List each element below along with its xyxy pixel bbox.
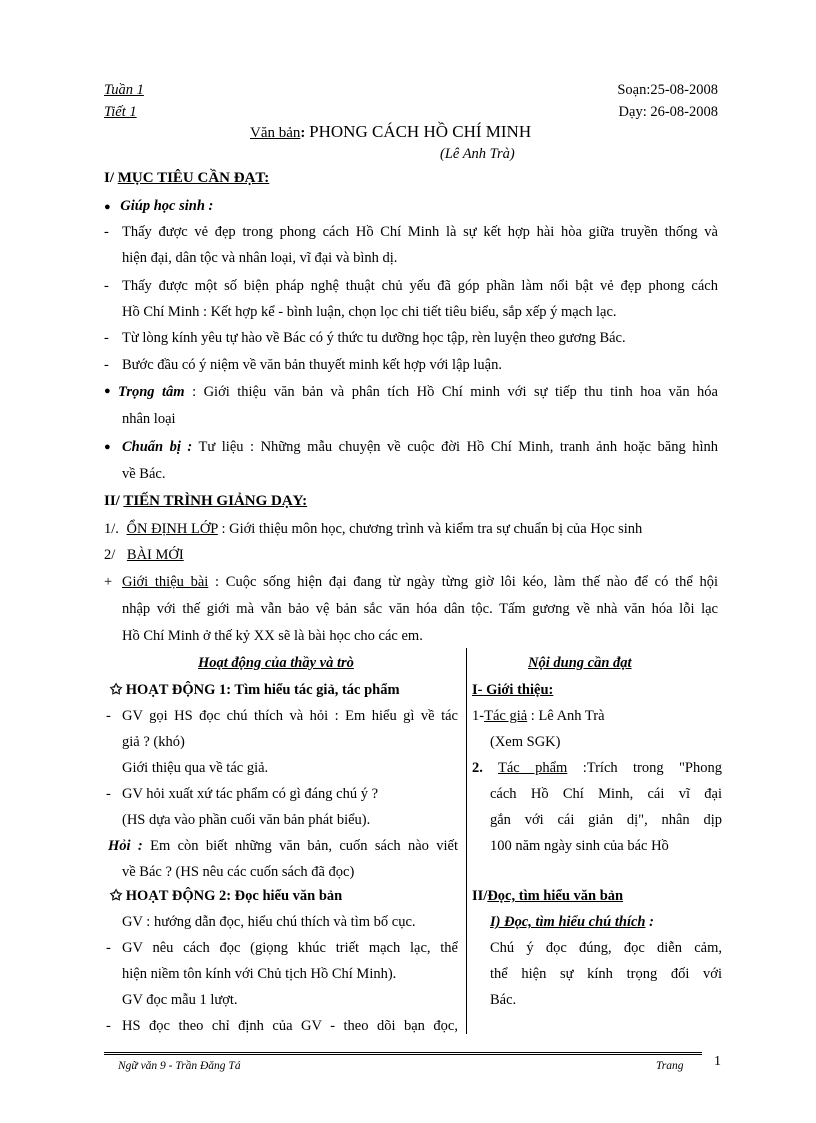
- bullet-icon: ●: [104, 441, 111, 453]
- intro-line-2: nhập với thế giới mà vẫn bảo vệ bản sắc văn hóa dân tộc. Tấm gương về nhà văn hóa lỗi lạc: [122, 601, 718, 617]
- dash-icon: -: [104, 330, 109, 346]
- dash-icon: -: [104, 224, 109, 240]
- sub1-line-1: [490, 940, 722, 957]
- item1-row: [104, 521, 642, 538]
- act2-line-2-text: GV nêu cách đọc (giọng khúc triết mạch lạc, thể: [122, 940, 458, 956]
- footer-left: Ngữ văn 9 - Trần Đăng Tá: [118, 1060, 241, 1072]
- section1-heading: [104, 170, 269, 187]
- act2-line-2: [122, 940, 458, 957]
- act1-line-2: giả ? (khó): [122, 734, 185, 750]
- act2-line-3: hiện niềm tôn kính với Chủ tịch Hồ Chí Minh).: [122, 966, 397, 982]
- act1-line-3: Giới thiệu qua về tác giả.: [122, 760, 269, 776]
- prep-text: Tư liệu : Những mẫu chuyện về cuộc đời Hồ Chí Minh, tranh ảnh hoặc băng hình: [198, 439, 718, 455]
- dash-icon: -: [106, 708, 111, 724]
- intro-line-3: Hồ Chí Minh ở thế kỷ XX sẽ là bài học cho các em.: [122, 628, 423, 644]
- title-colon: :: [300, 125, 306, 141]
- right-sub-1-colon: :: [645, 914, 654, 930]
- question-text: Em còn biết những văn bản, cuốn sách nào viết: [150, 838, 458, 854]
- work-line-3-text: gắn với cái giản dị", nhân dịp: [490, 812, 722, 828]
- dash-icon: -: [104, 357, 109, 373]
- left-column-header: Hoạt động của thầy và trò: [198, 655, 354, 671]
- author-num: 1-: [472, 708, 485, 724]
- sub1-line-2-text: thể hiện sự kính trọng đối với: [490, 966, 722, 982]
- section2-num: II/: [104, 493, 120, 509]
- act2-line-1: GV : hướng dẫn đọc, hiểu chú thích và tìm bố cục.: [122, 914, 416, 930]
- act2-line-5-text: HS đọc theo chỉ định của GV - theo dõi bạn đọc,: [122, 1018, 458, 1034]
- footer-page-label: Trang: [656, 1060, 684, 1072]
- act1-line-5: (HS dựa vào phần cuối văn bản phát biểu).: [122, 812, 371, 828]
- document-title: [250, 122, 531, 142]
- bullet-icon: ●: [104, 385, 111, 397]
- act2-line-4: GV đọc mẫu 1 lượt.: [122, 992, 238, 1008]
- dash-icon: -: [106, 940, 111, 956]
- author-value: : Lê Anh Trà: [530, 708, 605, 724]
- prep-line-2: về Bác.: [122, 466, 166, 482]
- right-section-1-text: I- Giới thiệu:: [472, 682, 554, 698]
- week-label: Tuần 1: [104, 82, 144, 98]
- section1-title: MỤC TIÊU CẦN ĐẠT:: [117, 170, 270, 186]
- question-label: Hỏi :: [108, 838, 143, 854]
- author-line: (Lê Anh Trà): [440, 146, 515, 162]
- act1-line-7: về Bác ? (HS nêu các cuốn sách đã đọc): [122, 864, 355, 880]
- work-line-2: [490, 786, 722, 803]
- help-row: [104, 198, 213, 215]
- work-line-4: 100 năm ngày sinh của bác Hồ: [490, 838, 669, 854]
- focus-label: Trọng tâm: [118, 384, 185, 400]
- right-section-2-num: II/: [472, 888, 488, 904]
- work-label: Tác phẩm: [498, 760, 568, 776]
- goal-1-line-1: Thấy được vẻ đẹp trong phong cách Hồ Chí Minh là sự kết hợp hài hòa giữa truyền thống và: [122, 224, 718, 240]
- sub1-line-1-text: Chú ý đọc đúng, đọc diễn cảm,: [490, 940, 722, 956]
- footer-rule: [104, 1052, 702, 1055]
- period-label: Tiết 1: [104, 104, 137, 120]
- right-section-1: [472, 682, 553, 699]
- dash-icon: -: [106, 1018, 111, 1034]
- sub1-line-2: [490, 966, 722, 983]
- focus-line-1: [118, 384, 718, 401]
- work-row: [472, 760, 722, 777]
- prep-line-1: [122, 439, 718, 456]
- item2-num: 2/: [104, 547, 116, 563]
- item1-text: : Giới thiệu môn học, chương trình và kiểm tra sự chuẩn bị của Học sinh: [221, 521, 643, 537]
- dash-icon: -: [106, 786, 111, 802]
- act1-line-1: [122, 708, 458, 725]
- item2-label: BÀI MỚI: [126, 547, 184, 563]
- goal-3-line-1: Từ lòng kính yêu tự hào về Bác có ý thức tu dưỡng học tập, rèn luyện theo gương Bác.: [122, 330, 626, 346]
- sub1-line-3: Bác.: [490, 992, 517, 1008]
- dash-icon: -: [104, 278, 109, 294]
- work-line-2-text: cách Hồ Chí Minh, cái vĩ đại: [490, 786, 722, 802]
- teach-date: Dạy: 26-08-2008: [618, 104, 718, 120]
- title-text: PHONG CÁCH HỒ CHÍ MINH: [309, 122, 532, 141]
- right-sub-1-text: I) Đọc, tìm hiểu chú thích: [490, 914, 646, 930]
- star-icon: ✩: [110, 888, 123, 904]
- focus-text: : Giới thiệu văn bản và phân tích Hồ Chí minh với sự tiếp thu tinh hoa văn hóa: [192, 384, 718, 400]
- item1-num: 1/.: [104, 521, 119, 537]
- plus-icon: +: [104, 574, 113, 590]
- compose-date: Soạn:25-08-2008: [617, 82, 718, 98]
- intro-line-1: [122, 574, 718, 591]
- author-label: Tác giả: [484, 708, 528, 724]
- activity-2-title: [110, 888, 342, 905]
- title-prefix: Văn bản: [250, 125, 301, 141]
- act1-line-6: [108, 838, 458, 855]
- author-note: (Xem SGK): [490, 734, 561, 750]
- section2-heading: [104, 493, 307, 510]
- item1-label: ỔN ĐỊNH LỚP: [126, 521, 218, 537]
- item2-row: [104, 547, 184, 564]
- author-row: [472, 708, 605, 725]
- intro-text-1: : Cuộc sống hiện đại đang từ ngày từng giờ lôi kéo, làm thế nào để có thể hội: [215, 574, 718, 590]
- right-section-2-text: Đọc, tìm hiểu văn bản: [487, 888, 624, 904]
- goal-1-line-2: hiện đại, dân tộc và nhân loại, vĩ đại và bình dị.: [122, 250, 398, 266]
- activity-2-text: HOẠT ĐỘNG 2: Đọc hiểu văn bản: [125, 888, 343, 904]
- bullet-icon: ●: [104, 201, 111, 213]
- activity-1-title: [110, 682, 400, 699]
- act1-line-1-text: GV gọi HS đọc chú thích và hỏi : Em hiểu gì về tác: [122, 708, 458, 724]
- goal-4-line-1: Bước đầu có ý niệm về văn bản thuyết minh kết hợp với lập luận.: [122, 357, 502, 373]
- help-label: Giúp học sinh :: [120, 198, 214, 214]
- goal-2-line-1: Thấy được một số biện pháp nghệ thuật chủ yếu đã góp phần làm nổi bật vẻ đẹp phong cách: [122, 278, 718, 294]
- right-section-2: [472, 888, 623, 905]
- activity-1-text: HOẠT ĐỘNG 1: Tìm hiểu tác giả, tác phẩm: [125, 682, 400, 698]
- column-divider: [466, 648, 467, 1034]
- right-sub-1: [490, 914, 654, 931]
- page-number: 1: [714, 1054, 721, 1069]
- section1-num: I/: [104, 170, 115, 186]
- act1-line-4: GV hỏi xuất xứ tác phẩm có gì đáng chú ý ?: [122, 786, 379, 802]
- star-icon: ✩: [110, 682, 123, 698]
- work-line-1: :Trích trong "Phong: [582, 760, 722, 776]
- goal-2-line-2: Hồ Chí Minh : Kết hợp kể - bình luận, chọn lọc chi tiết tiêu biểu, sắp xếp ý mạch lạc.: [122, 304, 617, 320]
- right-column-header: Nội dung cần đạt: [528, 655, 632, 671]
- work-line-3: [490, 812, 722, 829]
- act2-line-5: [122, 1018, 458, 1035]
- focus-line-2: nhân loại: [122, 411, 176, 427]
- section2-title: TIẾN TRÌNH GIẢNG DẠY:: [123, 493, 308, 509]
- prep-label: Chuẩn bị :: [122, 439, 193, 455]
- intro-label: Giới thiệu bài: [122, 574, 209, 590]
- work-num: 2.: [472, 760, 483, 776]
